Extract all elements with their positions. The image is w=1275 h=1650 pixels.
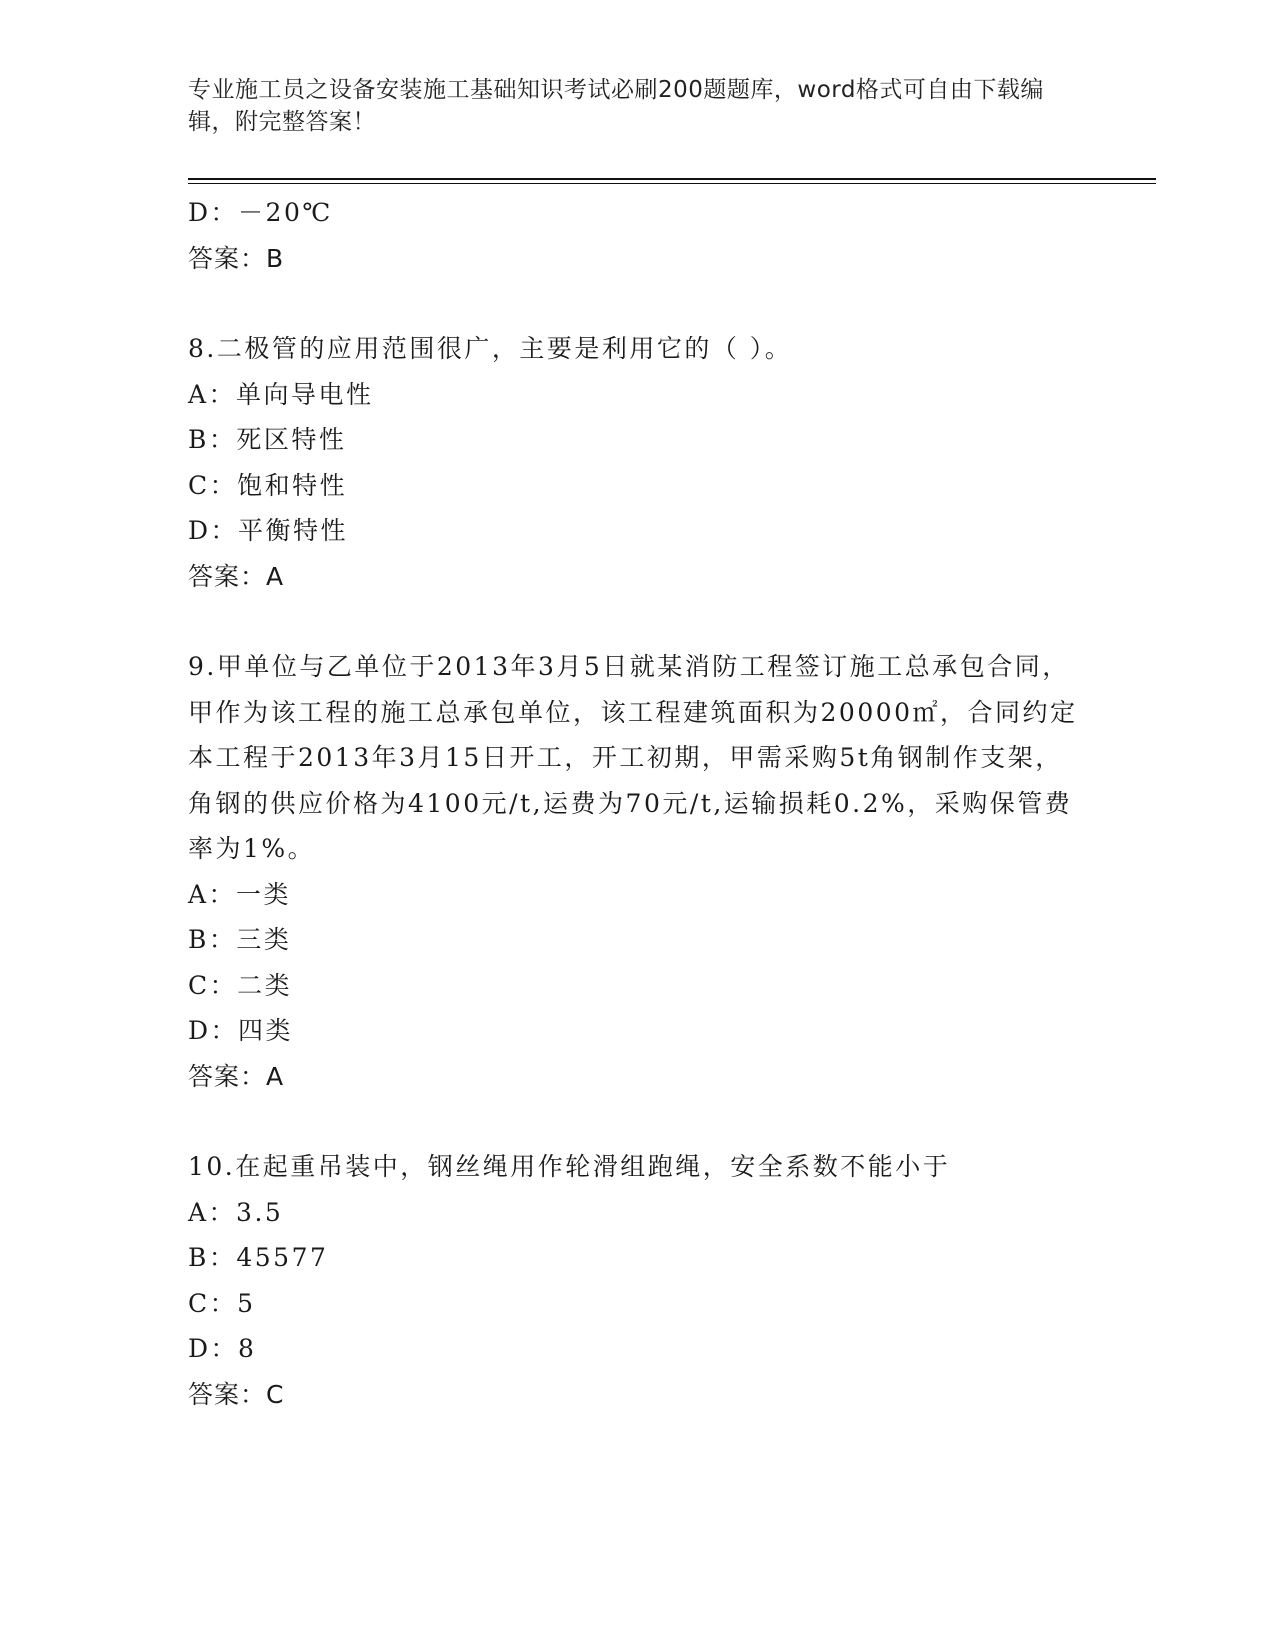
- prev-option-d: D：－20℃: [188, 198, 333, 227]
- question-answer: 答案：A: [188, 1061, 285, 1091]
- option-a: A：3.5: [188, 1197, 284, 1227]
- option-d: D：8: [188, 1334, 257, 1363]
- question-content: [188, 190, 1088, 1417]
- spacer: [188, 281, 1088, 326]
- question-stem: 10.在起重吊装中，钢丝绳用作轮滑组跑绳，安全系数不能小于: [188, 1152, 951, 1181]
- document-header: 专业施工员之设备安装施工基础知识考试必刷200题题库，word格式可自由下载编辑，附完整答案！: [188, 77, 1044, 135]
- question-10: [188, 1144, 1088, 1417]
- option-c: C：二类: [188, 970, 293, 1000]
- spacer: [188, 599, 1088, 644]
- option-c: C：5: [188, 1288, 256, 1318]
- option-b: B：死区特性: [188, 425, 347, 454]
- question-answer: 答案：A: [188, 561, 285, 591]
- question-stem: 8.二极管的应用范围很广，主要是利用它的（ ）。: [188, 334, 793, 363]
- question-stem: 9.甲单位与乙单位于2013年3月5日就某消防工程签订施工总承包合同，甲作为该工程的施工总承包单位，该工程建筑面积为20000㎡，合同约定本工程于2013年3月15日开工，开工初期，甲需采购5t角钢制作支架，角钢的供应价格为4100元/t,运费为70元/t,运输损耗0.2%，采购保管费率为1%。: [188, 652, 1078, 863]
- prev-answer: 答案：B: [188, 243, 285, 273]
- option-d: D：平衡特性: [188, 516, 349, 545]
- header-rule-thick: [188, 178, 1156, 180]
- question-8: [188, 326, 1088, 599]
- option-d: D：四类: [188, 1016, 294, 1045]
- option-b: B：45577: [188, 1243, 329, 1272]
- question-answer: 答案：C: [188, 1379, 285, 1409]
- spacer: [188, 1099, 1088, 1144]
- option-b: B：三类: [188, 925, 292, 954]
- option-a: A：一类: [188, 879, 292, 909]
- question-9: [188, 644, 1088, 1099]
- option-c: C：饱和特性: [188, 470, 348, 500]
- option-a: A：单向导电性: [188, 379, 374, 409]
- header-rule-thin: [188, 183, 1156, 184]
